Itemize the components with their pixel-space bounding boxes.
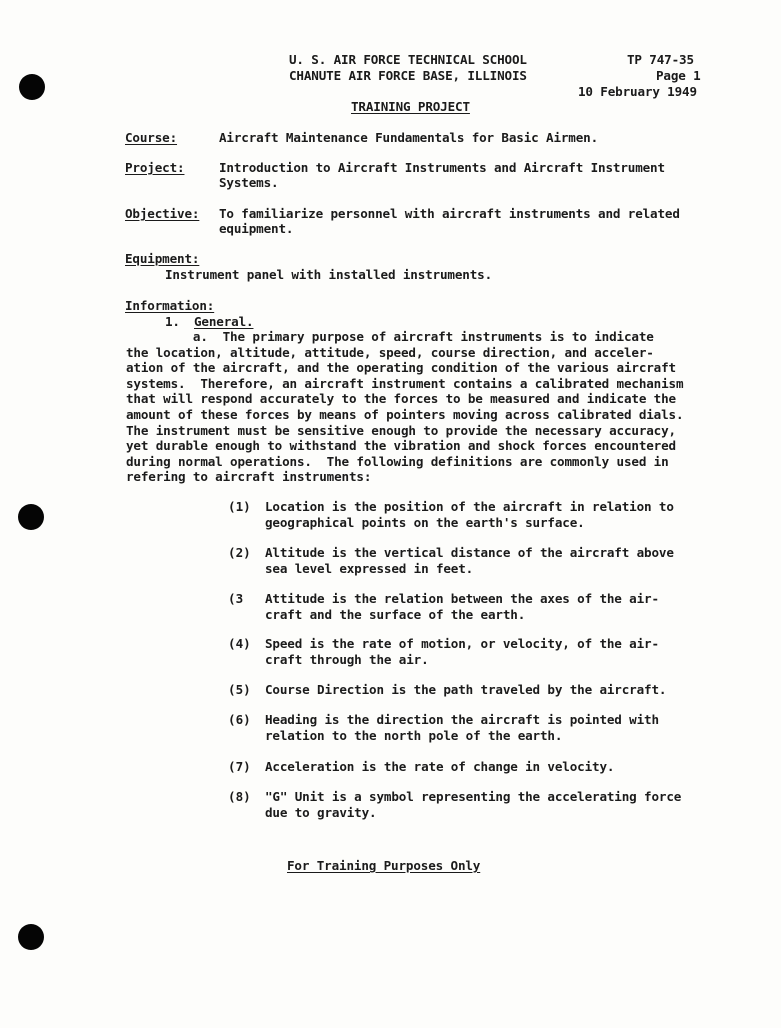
definition-number: (3 <box>228 591 244 606</box>
definition-line: Location is the position of the aircraft in relation to <box>265 499 674 514</box>
definition-line: Course Direction is the path traveled by the aircraft. <box>265 682 667 697</box>
section-number: 1. <box>165 314 180 329</box>
paragraph-line: a. The primary purpose of aircraft instruments is to indicate <box>126 329 654 344</box>
objective-label: Objective: <box>125 206 200 221</box>
definition-text <box>265 789 681 820</box>
base-name: CHANUTE AIR FORCE BASE, ILLINOIS <box>289 68 527 83</box>
equipment-label: Equipment: <box>125 251 200 266</box>
information-label: Information: <box>125 298 215 313</box>
definition-line: Acceleration is the rate of change in velocity. <box>265 759 615 774</box>
definition-number: (2) <box>228 545 251 560</box>
course-label: Course: <box>125 130 178 145</box>
objective-value-line1: To familiarize personnel with aircraft instruments and related <box>219 206 680 221</box>
paragraph-line: systems. Therefore, an aircraft instrument contains a calibrated mechanism <box>126 375 684 391</box>
document-title: TRAINING PROJECT <box>351 99 470 114</box>
document-number: TP 747-35 <box>627 52 694 67</box>
definition-line: due to gravity. <box>265 804 377 820</box>
definition-line: "G" Unit is a symbol representing the accelerating force <box>265 789 682 804</box>
definition-line: sea level expressed in feet. <box>265 560 474 576</box>
paragraph-line: during normal operations. The following definitions are commonly used in <box>126 453 669 469</box>
course-value: Aircraft Maintenance Fundamentals for Basic Airmen. <box>219 130 599 145</box>
equipment-value: Instrument panel with installed instruments. <box>165 267 493 282</box>
definition-line: Speed is the rate of motion, or velocity, of the air- <box>265 636 659 651</box>
definition-text <box>265 682 666 698</box>
paragraph-line: refering to aircraft instruments: <box>126 469 372 485</box>
definition-text <box>265 712 659 743</box>
definition-number: (4) <box>228 636 251 651</box>
definition-line: relation to the north pole of the earth. <box>265 727 563 743</box>
definition-number: (1) <box>228 499 251 514</box>
definition-text <box>265 636 659 667</box>
paragraph-line: that will respond accurately to the forces to be measured and indicate the <box>126 391 676 407</box>
section-title: General. <box>194 314 254 329</box>
school-name: U. S. AIR FORCE TECHNICAL SCHOOL <box>289 52 527 67</box>
definition-number: (7) <box>228 759 251 774</box>
punch-hole-bottom <box>18 924 44 950</box>
definition-text <box>265 499 674 530</box>
definition-text <box>265 759 614 775</box>
training-purposes-note: For Training Purposes Only <box>287 858 481 873</box>
definition-number: (6) <box>228 712 251 727</box>
document-date: 10 February 1949 <box>578 84 697 99</box>
project-value-line1: Introduction to Aircraft Instruments and Aircraft Instrument <box>219 160 665 175</box>
definition-number: (8) <box>228 789 251 804</box>
punch-hole-top <box>19 74 45 100</box>
project-label: Project: <box>125 160 185 175</box>
general-paragraph <box>126 329 716 485</box>
paragraph-line: The instrument must be sensitive enough to provide the necessary accuracy, <box>126 422 676 438</box>
punch-hole-middle <box>18 504 44 530</box>
definition-text <box>265 545 674 576</box>
project-value-line2: Systems. <box>219 175 279 190</box>
page-number: Page 1 <box>656 68 701 83</box>
definition-line: craft and the surface of the earth. <box>265 606 526 622</box>
definition-line: craft through the air. <box>265 651 429 667</box>
definition-line: Attitude is the relation between the axes of the air- <box>265 591 659 606</box>
paragraph-line: yet durable enough to withstand the vibration and shock forces encountered <box>126 438 676 454</box>
paragraph-line: the location, altitude, attitude, speed, course direction, and acceler- <box>126 344 654 360</box>
paragraph-line: ation of the aircraft, and the operating condition of the various aircraft <box>126 360 676 376</box>
definition-line: geographical points on the earth's surface. <box>265 514 585 530</box>
objective-value-line2: equipment. <box>219 221 294 236</box>
definition-line: Heading is the direction the aircraft is pointed with <box>265 712 659 727</box>
definition-line: Altitude is the vertical distance of the aircraft above <box>265 545 674 560</box>
paragraph-line: amount of these forces by means of pointers moving across calibrated dials. <box>126 406 684 422</box>
definition-number: (5) <box>228 682 251 697</box>
definition-text <box>265 591 659 622</box>
